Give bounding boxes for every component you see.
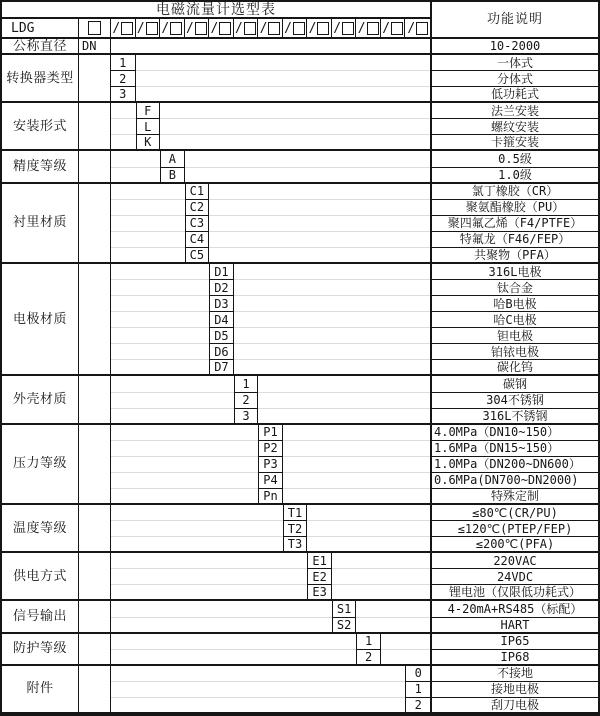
desc-cell: 1.0级 (430, 168, 598, 184)
desc-cell: 碳钢 (430, 376, 598, 392)
code-box-icon (219, 22, 231, 35)
code-cell: S1 (332, 601, 357, 617)
desc-cell: 共聚物（PFA） (430, 248, 598, 264)
desc-cell: 刮刀电极 (430, 698, 598, 714)
model-code-cell (332, 19, 357, 39)
desc-cell: 法兰安装 (430, 103, 598, 119)
category-cell: 精度等级 (2, 151, 79, 183)
blank-cell (79, 425, 111, 505)
gap-cell (111, 119, 136, 135)
desc-cell: HART (430, 618, 598, 634)
gap-cell (307, 505, 430, 521)
code-cell: A (160, 151, 185, 167)
gap-cell (381, 650, 430, 666)
code-cell: Pn (258, 489, 283, 505)
blank-cell (79, 55, 111, 103)
desc-cell: 螺纹安装 (430, 119, 598, 135)
category-cell: 衬里材质 (2, 184, 79, 264)
gap-cell (209, 248, 430, 264)
gap-cell (258, 409, 430, 425)
code-cell: 2 (356, 650, 381, 666)
gap-cell (111, 296, 209, 312)
gap-cell (111, 376, 234, 392)
slash-glyph: / (161, 20, 170, 36)
code-box-icon (146, 22, 158, 35)
gap-cell (111, 216, 185, 232)
gap-cell (283, 425, 430, 441)
gap-cell (111, 457, 258, 473)
category-cell: 转换器类型 (2, 55, 79, 103)
gap-cell (283, 457, 430, 473)
desc-cell: 特殊定制 (430, 489, 598, 505)
gap-cell (111, 505, 283, 521)
gap-cell (234, 328, 430, 344)
gap-cell (209, 216, 430, 232)
code-cell: D3 (209, 296, 234, 312)
desc-cell: IP68 (430, 650, 598, 666)
code-box-icon (293, 22, 305, 35)
desc-cell: 哈C电极 (430, 312, 598, 328)
blank-cell (79, 553, 111, 601)
gap-cell (111, 601, 332, 617)
gap-cell (111, 521, 283, 537)
code-box-icon (317, 22, 329, 35)
desc-cell: 316L电极 (430, 264, 598, 280)
gap-cell (160, 135, 430, 151)
gap-cell (111, 585, 307, 601)
gap-cell (283, 489, 430, 505)
model-code-cell (136, 19, 161, 39)
code-cell: L (136, 119, 161, 135)
code-cell: 3 (234, 409, 259, 425)
slash-glyph: / (259, 20, 268, 36)
desc-cell: 钛合金 (430, 280, 598, 296)
desc-cell: ≤200℃(PFA) (430, 537, 598, 553)
code-cell: 1 (111, 55, 136, 71)
code-cell: P1 (258, 425, 283, 441)
gap-cell (332, 553, 430, 569)
code-cell: T1 (283, 505, 308, 521)
gap-cell (111, 135, 136, 151)
code-cell: P3 (258, 457, 283, 473)
model-code-cell (381, 19, 406, 39)
gap-cell (111, 441, 258, 457)
model-code-cell (283, 19, 308, 39)
gap-cell (111, 569, 307, 585)
code-cell: D7 (209, 360, 234, 376)
gap-cell (160, 119, 430, 135)
blank-cell (79, 264, 111, 377)
code-cell: 2 (405, 698, 430, 714)
category-cell: 温度等级 (2, 505, 79, 553)
blank-cell (79, 601, 111, 633)
desc-cell: 分体式 (430, 71, 598, 87)
desc-cell: 铂铱电极 (430, 344, 598, 360)
gap-cell (111, 537, 283, 553)
model-code-cell (160, 19, 185, 39)
code-cell: E3 (307, 585, 332, 601)
blank-cell (79, 151, 111, 183)
gap-cell (111, 232, 185, 248)
code-box-icon (268, 22, 280, 35)
desc-cell: 碳化钨 (430, 360, 598, 376)
gap-cell (111, 393, 234, 409)
gap-cell (111, 682, 405, 698)
slash-glyph: / (136, 20, 145, 36)
slash-glyph: / (185, 20, 194, 36)
gap-cell (258, 376, 430, 392)
category-cell: 压力等级 (2, 425, 79, 505)
code-cell: D2 (209, 280, 234, 296)
gap-cell (332, 585, 430, 601)
category-cell: 公称直径 (2, 39, 79, 55)
blank-cell (79, 184, 111, 264)
desc-cell: 特氟龙（F46/FEP） (430, 232, 598, 248)
code-cell: C2 (185, 200, 210, 216)
code-cell: D6 (209, 344, 234, 360)
gap-cell (111, 473, 258, 489)
gap-cell (111, 103, 136, 119)
gap-cell (111, 618, 332, 634)
code-cell: 2 (234, 393, 259, 409)
gap-cell (111, 184, 185, 200)
slash-glyph: / (333, 20, 342, 36)
gap-cell (111, 312, 209, 328)
gap-cell (111, 264, 209, 280)
gap-cell (111, 344, 209, 360)
gap-cell (234, 280, 430, 296)
desc-cell: 氯丁橡胶（CR） (430, 184, 598, 200)
model-code-cell (405, 19, 430, 39)
blank-cell (79, 505, 111, 553)
gap-cell (381, 634, 430, 650)
gap-cell (234, 296, 430, 312)
code-cell: P2 (258, 441, 283, 457)
desc-cell: 不接地 (430, 666, 598, 682)
model-code-cell (111, 19, 136, 39)
code-cell: C3 (185, 216, 210, 232)
code-box-icon (121, 22, 133, 35)
category-cell: 供电方式 (2, 553, 79, 601)
gap-cell (111, 360, 209, 376)
gap-cell (111, 425, 258, 441)
gap-cell (283, 473, 430, 489)
gap-cell (111, 698, 405, 714)
code-cell: E1 (307, 553, 332, 569)
code-cell: 0 (405, 666, 430, 682)
code-cell: 3 (111, 87, 136, 103)
code-cell: 1 (234, 376, 259, 392)
gap-cell (209, 232, 430, 248)
blank-cell (79, 634, 111, 666)
code-cell: E2 (307, 569, 332, 585)
slash-glyph: / (284, 20, 292, 36)
code-cell: S2 (332, 618, 357, 634)
model-first-code-cell (79, 19, 111, 39)
gap-cell (160, 103, 430, 119)
desc-cell: 0.6MPa(DN700~DN2000) (430, 473, 598, 489)
code-cell: 1 (356, 634, 381, 650)
desc-cell: 1.0MPa（DN200~DN600） (430, 457, 598, 473)
gap-cell (234, 264, 430, 280)
desc-cell: 10-2000 (430, 39, 598, 55)
desc-cell: 220VAC (430, 553, 598, 569)
code-cell: D4 (209, 312, 234, 328)
code-box-icon (416, 22, 428, 35)
function-column-header: 功能说明 (430, 2, 598, 39)
code-cell: T2 (283, 521, 308, 537)
code-box-icon (391, 22, 403, 35)
category-cell: 外壳材质 (2, 376, 79, 424)
gap-cell (307, 521, 430, 537)
code-cell: C4 (185, 232, 210, 248)
gap-cell (332, 569, 430, 585)
slash-glyph: / (407, 20, 416, 36)
desc-cell: 1.6MPa（DN15~150） (430, 441, 598, 457)
code-cell: B (160, 168, 185, 184)
code-cell: P4 (258, 473, 283, 489)
desc-cell: ≤80℃(CR/PU) (430, 505, 598, 521)
gap-cell (185, 151, 430, 167)
gap-cell (185, 168, 430, 184)
gap-cell (111, 489, 258, 505)
code-box-icon (170, 22, 182, 35)
category-cell: 信号输出 (2, 601, 79, 633)
code-box-icon (342, 22, 354, 35)
gap-cell (111, 409, 234, 425)
category-cell: 附件 (2, 666, 79, 714)
blank-cell (79, 103, 111, 151)
gap-cell (111, 634, 356, 650)
code-cell: DN (79, 39, 111, 55)
desc-cell: 4.0MPa（DN10~150） (430, 425, 598, 441)
code-cell: C5 (185, 248, 210, 264)
code-cell: K (136, 135, 161, 151)
gap-cell (111, 280, 209, 296)
slash-glyph: / (235, 20, 243, 36)
model-prefix: LDG (2, 19, 79, 39)
gap-cell (136, 55, 430, 71)
blank-cell (79, 376, 111, 424)
gap-cell (111, 650, 356, 666)
gap-cell (111, 200, 185, 216)
desc-cell: 316L不锈钢 (430, 409, 598, 425)
desc-cell: 低功耗式 (430, 87, 598, 103)
gap-cell (307, 537, 430, 553)
desc-cell: 卡箍安装 (430, 135, 598, 151)
code-box-icon (367, 22, 379, 35)
gap-cell (111, 39, 430, 55)
desc-cell: 0.5级 (430, 151, 598, 167)
desc-cell: 一体式 (430, 55, 598, 71)
desc-cell: ≤120℃(PTEP/FEP) (430, 521, 598, 537)
code-box-icon (88, 21, 101, 35)
slash-glyph: / (357, 20, 366, 36)
gap-cell (283, 441, 430, 457)
model-code-cell (356, 19, 381, 39)
code-cell: 1 (405, 682, 430, 698)
model-code-cell (209, 19, 234, 39)
code-cell: C1 (185, 184, 210, 200)
gap-cell (356, 601, 430, 617)
slash-glyph: / (210, 20, 219, 36)
desc-cell: IP65 (430, 634, 598, 650)
gap-cell (111, 328, 209, 344)
category-cell: 安装形式 (2, 103, 79, 151)
gap-cell (234, 360, 430, 376)
gap-cell (234, 312, 430, 328)
desc-cell: 钽电极 (430, 328, 598, 344)
model-code-cell (234, 19, 259, 39)
code-box-icon (244, 22, 256, 35)
model-code-cell (307, 19, 332, 39)
slash-glyph: / (382, 20, 391, 36)
gap-cell (209, 200, 430, 216)
gap-cell (111, 168, 160, 184)
gap-cell (111, 151, 160, 167)
desc-cell: 聚四氟乙烯（F4/PTFE） (430, 216, 598, 232)
gap-cell (136, 87, 430, 103)
model-code-cell (258, 19, 283, 39)
code-cell: D5 (209, 328, 234, 344)
desc-cell: 聚氨酯橡胶（PU） (430, 200, 598, 216)
desc-cell: 24VDC (430, 569, 598, 585)
code-cell: F (136, 103, 161, 119)
gap-cell (111, 666, 405, 682)
table-title: 电磁流量计选型表 (2, 2, 430, 19)
gap-cell (111, 553, 307, 569)
gap-cell (111, 248, 185, 264)
gap-cell (209, 184, 430, 200)
model-code-cell (185, 19, 210, 39)
desc-cell: 4-20mA+RS485（标配） (430, 601, 598, 617)
code-cell: T3 (283, 537, 308, 553)
desc-cell: 锂电池（仅限低功耗式） (430, 585, 598, 601)
category-cell: 防护等级 (2, 634, 79, 666)
gap-cell (258, 393, 430, 409)
slash-glyph: / (112, 20, 121, 36)
code-cell: 2 (111, 71, 136, 87)
desc-cell: 接地电极 (430, 682, 598, 698)
code-cell: D1 (209, 264, 234, 280)
blank-cell (79, 666, 111, 714)
code-box-icon (195, 22, 207, 35)
desc-cell: 304不锈钢 (430, 393, 598, 409)
gap-cell (356, 618, 430, 634)
gap-cell (136, 71, 430, 87)
desc-cell: 哈B电极 (430, 296, 598, 312)
slash-glyph: / (308, 20, 317, 36)
gap-cell (234, 344, 430, 360)
category-cell: 电极材质 (2, 264, 79, 377)
